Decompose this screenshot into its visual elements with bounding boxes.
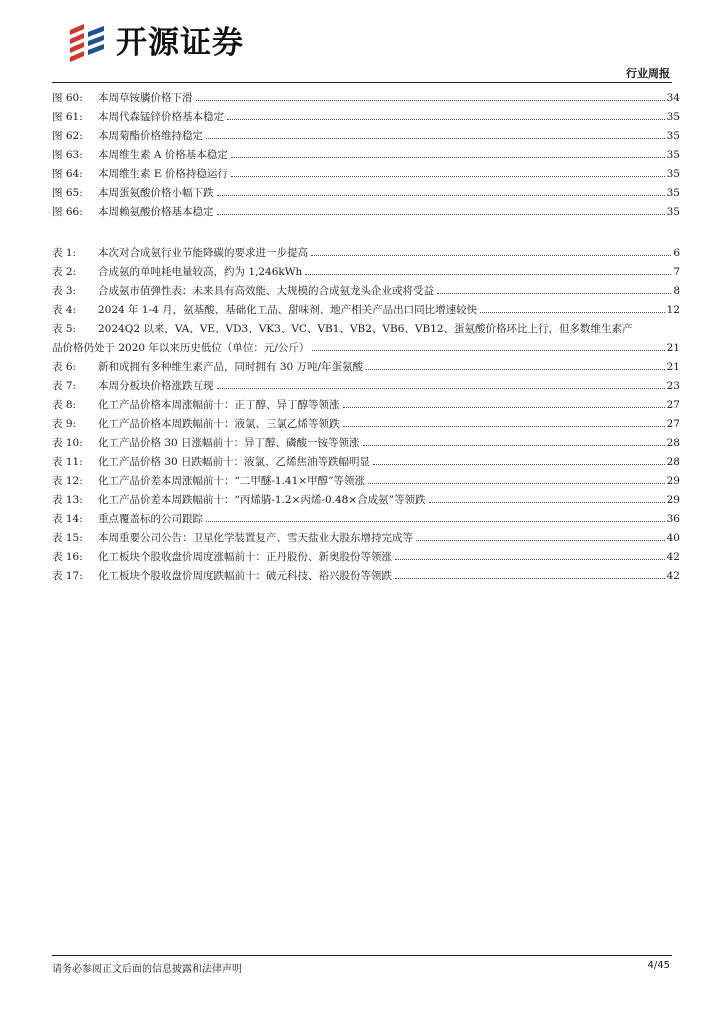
toc-entry-label: 表 12: (52, 475, 83, 487)
toc-entry-label: 表 14: (52, 513, 83, 525)
table-entry[interactable] (52, 491, 680, 510)
toc-entry-title: 化工产品价格 30 日涨幅前十：异丁醇、磷酸一铵等领涨 (98, 437, 360, 449)
toc-leader-dots (231, 157, 665, 158)
figure-list (52, 89, 680, 222)
toc-leader-dots (343, 407, 665, 408)
toc-entry-page: 35 (666, 130, 680, 142)
table-entry[interactable] (52, 358, 680, 377)
footer-page-number: 4/45 (647, 960, 670, 971)
table-entry[interactable] (52, 510, 680, 529)
table-entry[interactable] (52, 415, 680, 434)
toc-entry-page: 28 (666, 437, 680, 449)
toc-entry-label: 表 9: (52, 418, 77, 430)
toc-entry-label: 表 8: (52, 399, 77, 411)
toc-entry-page: 6 (673, 247, 680, 259)
company-logo (64, 22, 284, 64)
toc-entry-title: 本周重要公司公告：卫星化学装置复产、雪天盐业大股东增持完成等 (98, 532, 413, 544)
toc-entry-title: 化工产品价格本周涨幅前十：正丁醇、异丁醇等领涨 (98, 399, 340, 411)
toc-leader-dots (217, 388, 665, 389)
table-entry[interactable] (52, 472, 680, 491)
toc-entry-label: 表 11: (52, 456, 83, 468)
toc-entry-title: 化工产品价格本周跌幅前十：液氯、三氯乙烯等领跌 (98, 418, 340, 430)
toc-entry-title: 本周赖氨酸价格基本稳定 (98, 206, 214, 218)
toc-entry-title: 合成氨市值弹性表：未来具有高效能、大规模的合成氨龙头企业或将受益 (98, 285, 434, 297)
toc-leader-dots (363, 445, 665, 446)
table-entry[interactable] (52, 282, 680, 301)
toc-entry-page: 35 (666, 111, 680, 123)
figure-entry[interactable] (52, 146, 680, 165)
footer-rule (52, 955, 672, 956)
toc-entry-label: 表 7: (52, 380, 77, 392)
toc-entry-label: 图 62: (52, 130, 83, 142)
toc-entry-label: 图 60: (52, 92, 83, 104)
table-entry[interactable] (52, 320, 680, 339)
table-entry[interactable] (52, 301, 680, 320)
toc-entry-page: 29 (666, 475, 680, 487)
toc-entry-title: 本周草铵膦价格下滑 (98, 92, 193, 104)
toc-entry-page: 8 (673, 285, 680, 297)
toc-leader-dots (429, 502, 665, 503)
toc-entry-title: 化工板块个股收盘价周度跌幅前十：破元科技、裕兴股份等领跌 (98, 570, 392, 582)
toc-leader-dots (343, 426, 665, 427)
toc-entry-page: 7 (673, 266, 680, 278)
toc-entry-page: 23 (666, 380, 680, 392)
toc-entry-title: 本周代森锰锌价格基本稳定 (98, 111, 224, 123)
toc-entry-page: 28 (666, 456, 680, 468)
toc-entry-page: 34 (666, 92, 680, 104)
toc-leader-dots (395, 578, 665, 579)
toc-entry-page: 35 (666, 206, 680, 218)
table-entry[interactable] (52, 377, 680, 396)
figure-entry[interactable] (52, 203, 680, 222)
toc-entry-page: 29 (666, 494, 680, 506)
toc-entry-page: 42 (666, 570, 680, 582)
toc-entry-title: 合成氨的单吨耗电量较高，约为 1,246kWh (98, 266, 303, 278)
toc-entry-title: 本周分板块价格涨跌互现 (98, 380, 214, 392)
toc-entry-label: 表 3: (52, 285, 77, 297)
page-header (0, 0, 724, 82)
figure-entry[interactable] (52, 127, 680, 146)
table-entry[interactable] (52, 567, 680, 586)
toc-leader-dots (312, 350, 664, 351)
toc-leader-dots (206, 521, 665, 522)
toc-leader-dots (196, 100, 665, 101)
toc-entry-label: 表 4: (52, 304, 77, 316)
toc-entry-title: 化工产品价差本周涨幅前十：“二甲醚-1.41×甲醇”等领涨 (98, 475, 365, 487)
table-entry[interactable] (52, 263, 680, 282)
toc-leader-dots (416, 540, 665, 541)
table-entry[interactable] (52, 396, 680, 415)
toc-entry-page: 42 (666, 551, 680, 563)
toc-entry-title: 化工板块个股收盘价周度涨幅前十：正丹股份、新奥股份等领涨 (98, 551, 392, 563)
toc-leader-dots (231, 176, 665, 177)
toc-entry-title: 本周维生素 A 价格基本稳定 (98, 149, 228, 161)
toc-entry-label: 图 61: (52, 111, 83, 123)
toc-entry-label: 表 1: (52, 247, 77, 259)
toc-leader-dots (217, 214, 665, 215)
toc-entry-title: 2024Q2 以来，VA、VE、VD3、VK3、VC、VB1、VB2、VB6、VB12、蛋氨酸价格环比上行，但多数维生素产 (98, 323, 633, 335)
toc-entry-label: 图 65: (52, 187, 83, 199)
toc-entry-page: 27 (666, 399, 680, 411)
toc-entry-title: 新和成拥有多种维生素产品，同时拥有 30 万吨/年蛋氨酸 (98, 361, 364, 373)
toc-entry-label: 图 63: (52, 149, 83, 161)
table-entry[interactable] (52, 453, 680, 472)
toc-entry-label: 图 66: (52, 206, 83, 218)
toc-leader-dots (217, 195, 665, 196)
toc-leader-dots (366, 369, 665, 370)
toc-entry-label: 表 5: (52, 323, 77, 335)
toc-entry-title: 化工产品价差本周跌幅前十：“丙烯腈-1.2×丙烯-0.48×合成氨”等领跌 (98, 494, 426, 506)
toc-leader-dots (480, 312, 664, 313)
toc-entry-title: 本周维生素 E 价格持稳运行 (98, 168, 228, 180)
toc-entry-page: 21 (666, 342, 680, 354)
toc-entry-label: 表 10: (52, 437, 83, 449)
footer-disclaimer: 请务必参阅正文后面的信息披露和法律声明 (52, 964, 242, 975)
figure-entry[interactable] (52, 184, 680, 203)
toc-leader-dots (227, 119, 665, 120)
toc-leader-dots (305, 274, 671, 275)
table-entry[interactable] (52, 529, 680, 548)
toc-entry-title: 化工产品价格 30 日跌幅前十：液氯、乙烯焦油等跌幅明显 (98, 456, 371, 468)
toc-leader-dots (395, 559, 665, 560)
table-list (52, 244, 680, 586)
figure-entry[interactable] (52, 165, 680, 184)
table-entry[interactable] (52, 434, 680, 453)
toc-leader-dots (206, 138, 665, 139)
toc-entry-title: 本周蛋氨酸价格小幅下跌 (98, 187, 214, 199)
toc-entry-page: 12 (666, 304, 680, 316)
report-type: 行业周报 (626, 67, 670, 80)
toc-leader-dots (437, 293, 671, 294)
table-entry-continued[interactable] (52, 339, 680, 358)
toc-entry-label: 表 2: (52, 266, 77, 278)
toc-leader-dots (373, 464, 665, 465)
toc-entry-label: 表 13: (52, 494, 83, 506)
toc-entry-page: 40 (666, 532, 680, 544)
toc-entry-page: 35 (666, 149, 680, 161)
toc-leader-dots (311, 255, 671, 256)
figure-entry[interactable] (52, 108, 680, 127)
toc-entry-label: 表 6: (52, 361, 77, 373)
figure-entry[interactable] (52, 89, 680, 108)
table-entry[interactable] (52, 244, 680, 263)
toc-entry-label: 表 15: (52, 532, 83, 544)
toc-entry-title-continued: 品价格仍处于 2020 年以来历史低位（单位：元/公斤） (52, 342, 310, 354)
toc-entry-title: 重点覆盖标的公司跟踪 (98, 513, 203, 525)
toc-entry-page: 21 (666, 361, 680, 373)
header-rule (52, 82, 672, 83)
table-entry[interactable] (52, 548, 680, 567)
toc-entry-title: 2024 年 1-4 月，氨基酸、基础化工品、甜味剂、地产相关产品出口同比增速较快 (98, 304, 478, 316)
toc-entry-label: 图 64: (52, 168, 83, 180)
toc-entry-page: 35 (666, 187, 680, 199)
logo-mark-icon (64, 22, 110, 64)
toc-entry-label: 表 17: (52, 570, 83, 582)
toc-entry-page: 27 (666, 418, 680, 430)
toc-entry-title: 本次对合成氨行业节能降碳的要求进一步提高 (98, 247, 308, 259)
toc-leader-dots (368, 483, 665, 484)
toc-entry-page: 35 (666, 168, 680, 180)
toc-entry-page: 36 (666, 513, 680, 525)
logo-text: 开源证券 (116, 25, 244, 61)
toc-entry-title: 本周菊酯价格维持稳定 (98, 130, 203, 142)
toc-entry-label: 表 16: (52, 551, 83, 563)
